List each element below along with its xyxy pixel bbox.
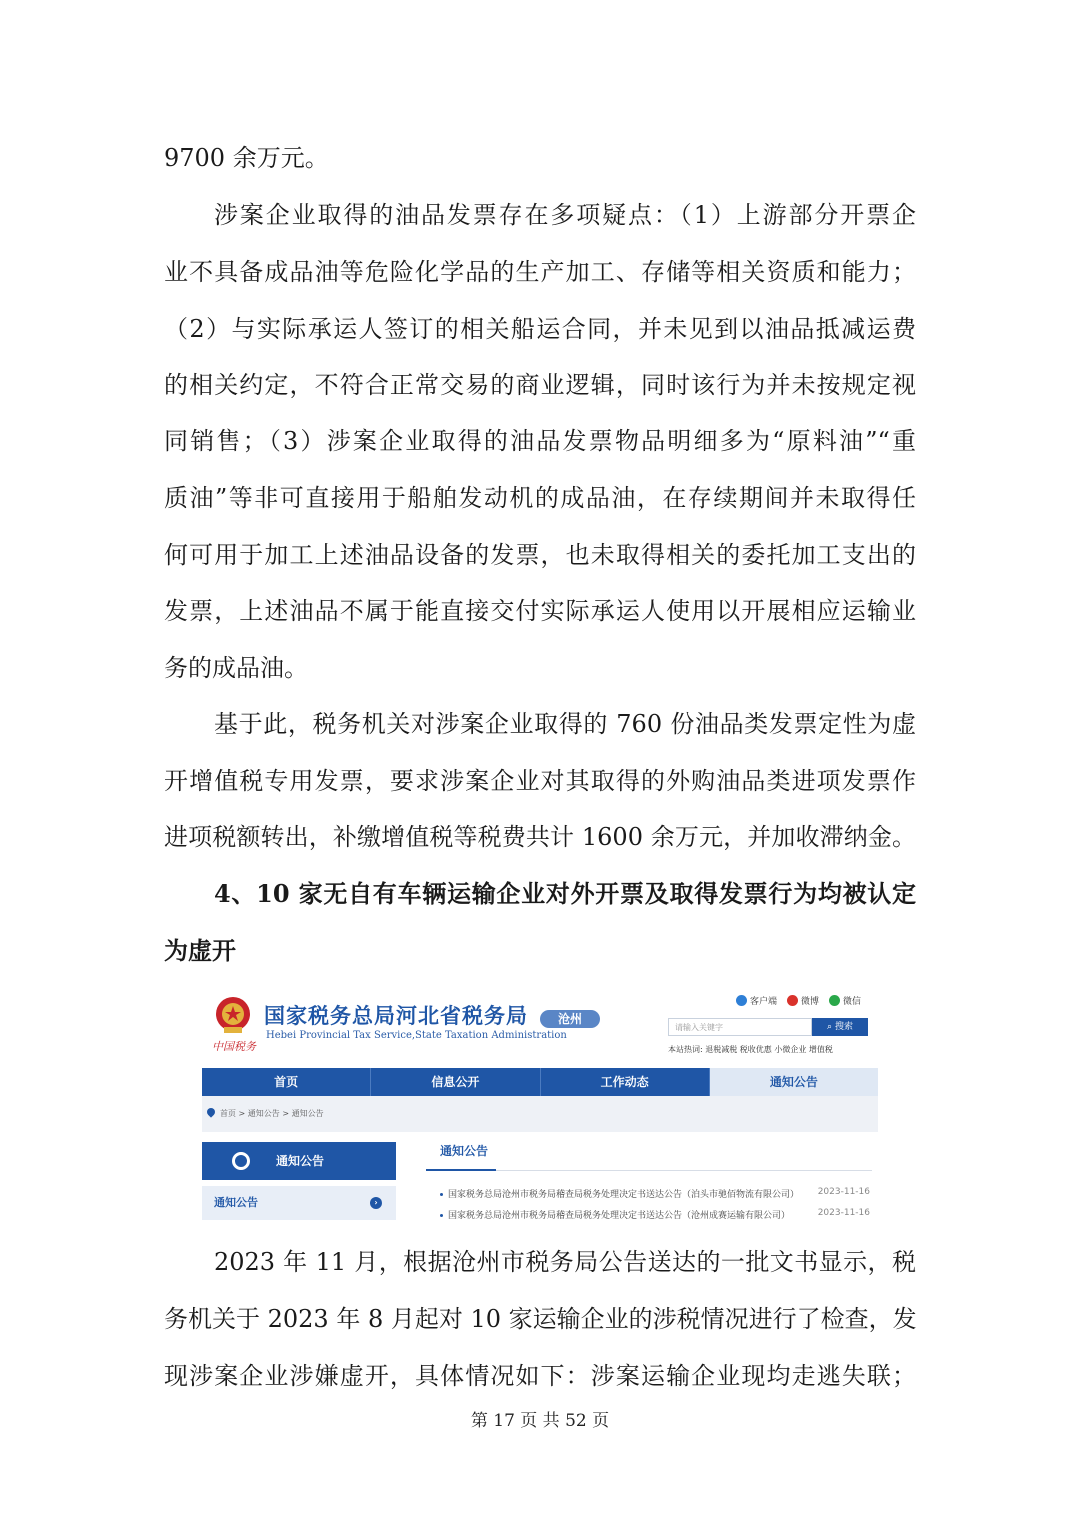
sidebar-heading bbox=[202, 1142, 396, 1180]
paragraph-line: （2）与实际承运人签订的相关船运合同，并未见到以油品抵减运费 bbox=[164, 315, 916, 343]
nav-info-public[interactable]: 信息公开 bbox=[371, 1068, 540, 1096]
paragraph-line: 现涉案企业涉嫌虚开，具体情况如下：涉案运输企业现均走逃失联； bbox=[164, 1362, 916, 1390]
chevron-right-icon: › bbox=[370, 1197, 382, 1209]
sidebar-logo-icon bbox=[232, 1152, 250, 1170]
section-heading: 4、10 家无自有车辆运输企业对外开票及取得发票行为均被认定 bbox=[214, 879, 916, 908]
bullet-icon bbox=[440, 1214, 443, 1217]
tool-label: 微信 bbox=[843, 997, 862, 1007]
notice-date: 2023-11-16 bbox=[817, 1208, 870, 1218]
paragraph-line: 2023 年 11 月，根据沧州市税务局公告送达的一批文书显示，税 bbox=[214, 1248, 916, 1276]
paragraph-line: 9700 余万元。 bbox=[164, 144, 329, 172]
top-tools bbox=[736, 994, 861, 1007]
paragraph-line: 务机关于 2023 年 8 月起对 10 家运输企业的涉税情况进行了检查，发 bbox=[164, 1305, 917, 1333]
paragraph-line: 务的成品油。 bbox=[164, 654, 308, 682]
paragraph-line: 基于此，税务机关对涉案企业取得的 760 份油品类发票定性为虚 bbox=[214, 710, 916, 738]
list-item[interactable] bbox=[440, 1208, 870, 1221]
tool-label: 客户端 bbox=[750, 997, 778, 1007]
site-title: 国家税务总局河北省税务局 bbox=[264, 1004, 528, 1028]
paragraph-line: 涉案企业取得的油品发票存在多项疑点：（1）上游部分开票企 bbox=[214, 201, 916, 229]
breadcrumb-text[interactable]: 首页 > 通知公告 > 通知公告 bbox=[220, 1109, 324, 1118]
search-button[interactable] bbox=[812, 1018, 868, 1036]
content-heading: 通知公告 bbox=[440, 1144, 489, 1158]
paragraph-line: 开增值税专用发票，要求涉案企业对其取得的外购油品类进项发票作 bbox=[164, 767, 916, 795]
list-item[interactable] bbox=[440, 1187, 870, 1200]
search-button-label: 搜索 bbox=[834, 1022, 853, 1032]
tool-wechat[interactable] bbox=[829, 994, 861, 1007]
paragraph-line: 业不具备成品油等危险化学品的生产加工、存储等相关资质和能力； bbox=[164, 258, 916, 286]
wechat-icon bbox=[829, 995, 840, 1006]
location-pin-icon bbox=[205, 1106, 216, 1117]
paragraph-line: 同销售；（3）涉案企业取得的油品发票物品明细多为“原料油”“重 bbox=[164, 427, 916, 455]
search-icon: ⌕ bbox=[827, 1022, 835, 1032]
divider-accent bbox=[426, 1169, 496, 1171]
breadcrumb bbox=[202, 1096, 878, 1132]
tool-weibo[interactable] bbox=[787, 994, 819, 1007]
sidebar-item-notices[interactable] bbox=[202, 1186, 396, 1220]
hot-words: 本站热词: 退税减税 税收优惠 小微企业 增值税 bbox=[668, 1045, 833, 1054]
paragraph-line: 何可用于加工上述油品设备的发票，也未取得相关的委托加工支出的 bbox=[164, 541, 916, 569]
paragraph-line: 发票，上述油品不属于能直接交付实际承运人使用以开展相应运输业 bbox=[164, 597, 916, 625]
notice-title[interactable]: 国家税务总局沧州市税务局稽查局税务处理决定书送达公告（沧州成赛运输有限公司） bbox=[448, 1211, 791, 1221]
brand-calligraphy: 中国税务 bbox=[212, 1040, 256, 1053]
main-nav bbox=[202, 1068, 878, 1096]
section-heading-cont: 为虚开 bbox=[164, 936, 236, 965]
page-footer: 第 17 页 共 52 页 bbox=[470, 1411, 610, 1431]
paragraph-line: 的相关约定，不符合正常交易的商业逻辑，同时该行为并未按规定视 bbox=[164, 371, 916, 399]
nav-notices[interactable]: 通知公告 bbox=[710, 1068, 878, 1096]
bullet-icon bbox=[440, 1193, 443, 1196]
city-badge: 沧州 bbox=[540, 1010, 600, 1028]
site-subtitle: Hebei Provincial Tax Service,State Taxation Administration bbox=[266, 1030, 567, 1041]
paragraph-line: 进项税额转出，补缴增值税等税费共计 1600 余万元，并加收滞纳金。 bbox=[164, 823, 916, 851]
sidebar-item-label: 通知公告 bbox=[214, 1196, 258, 1209]
search-input[interactable]: 请输入关键字 bbox=[668, 1018, 812, 1036]
paragraph-line: 质油”等非可直接用于船舶发动机的成品油，在存续期间并未取得任 bbox=[164, 484, 916, 512]
embedded-website-screenshot bbox=[202, 986, 878, 1222]
tool-label: 微博 bbox=[801, 997, 820, 1007]
tax-emblem-icon bbox=[210, 994, 256, 1038]
nav-work-news[interactable]: 工作动态 bbox=[541, 1068, 710, 1096]
client-icon bbox=[736, 995, 747, 1006]
notice-title[interactable]: 国家税务总局沧州市税务局稽查局税务处理决定书送达公告（泊头市驰佰物流有限公司） bbox=[448, 1190, 800, 1200]
weibo-icon bbox=[787, 995, 798, 1006]
nav-home[interactable]: 首页 bbox=[202, 1068, 371, 1096]
notice-date: 2023-11-16 bbox=[817, 1187, 870, 1197]
sidebar-heading-label: 通知公告 bbox=[276, 1154, 325, 1168]
tool-client[interactable] bbox=[736, 994, 777, 1007]
